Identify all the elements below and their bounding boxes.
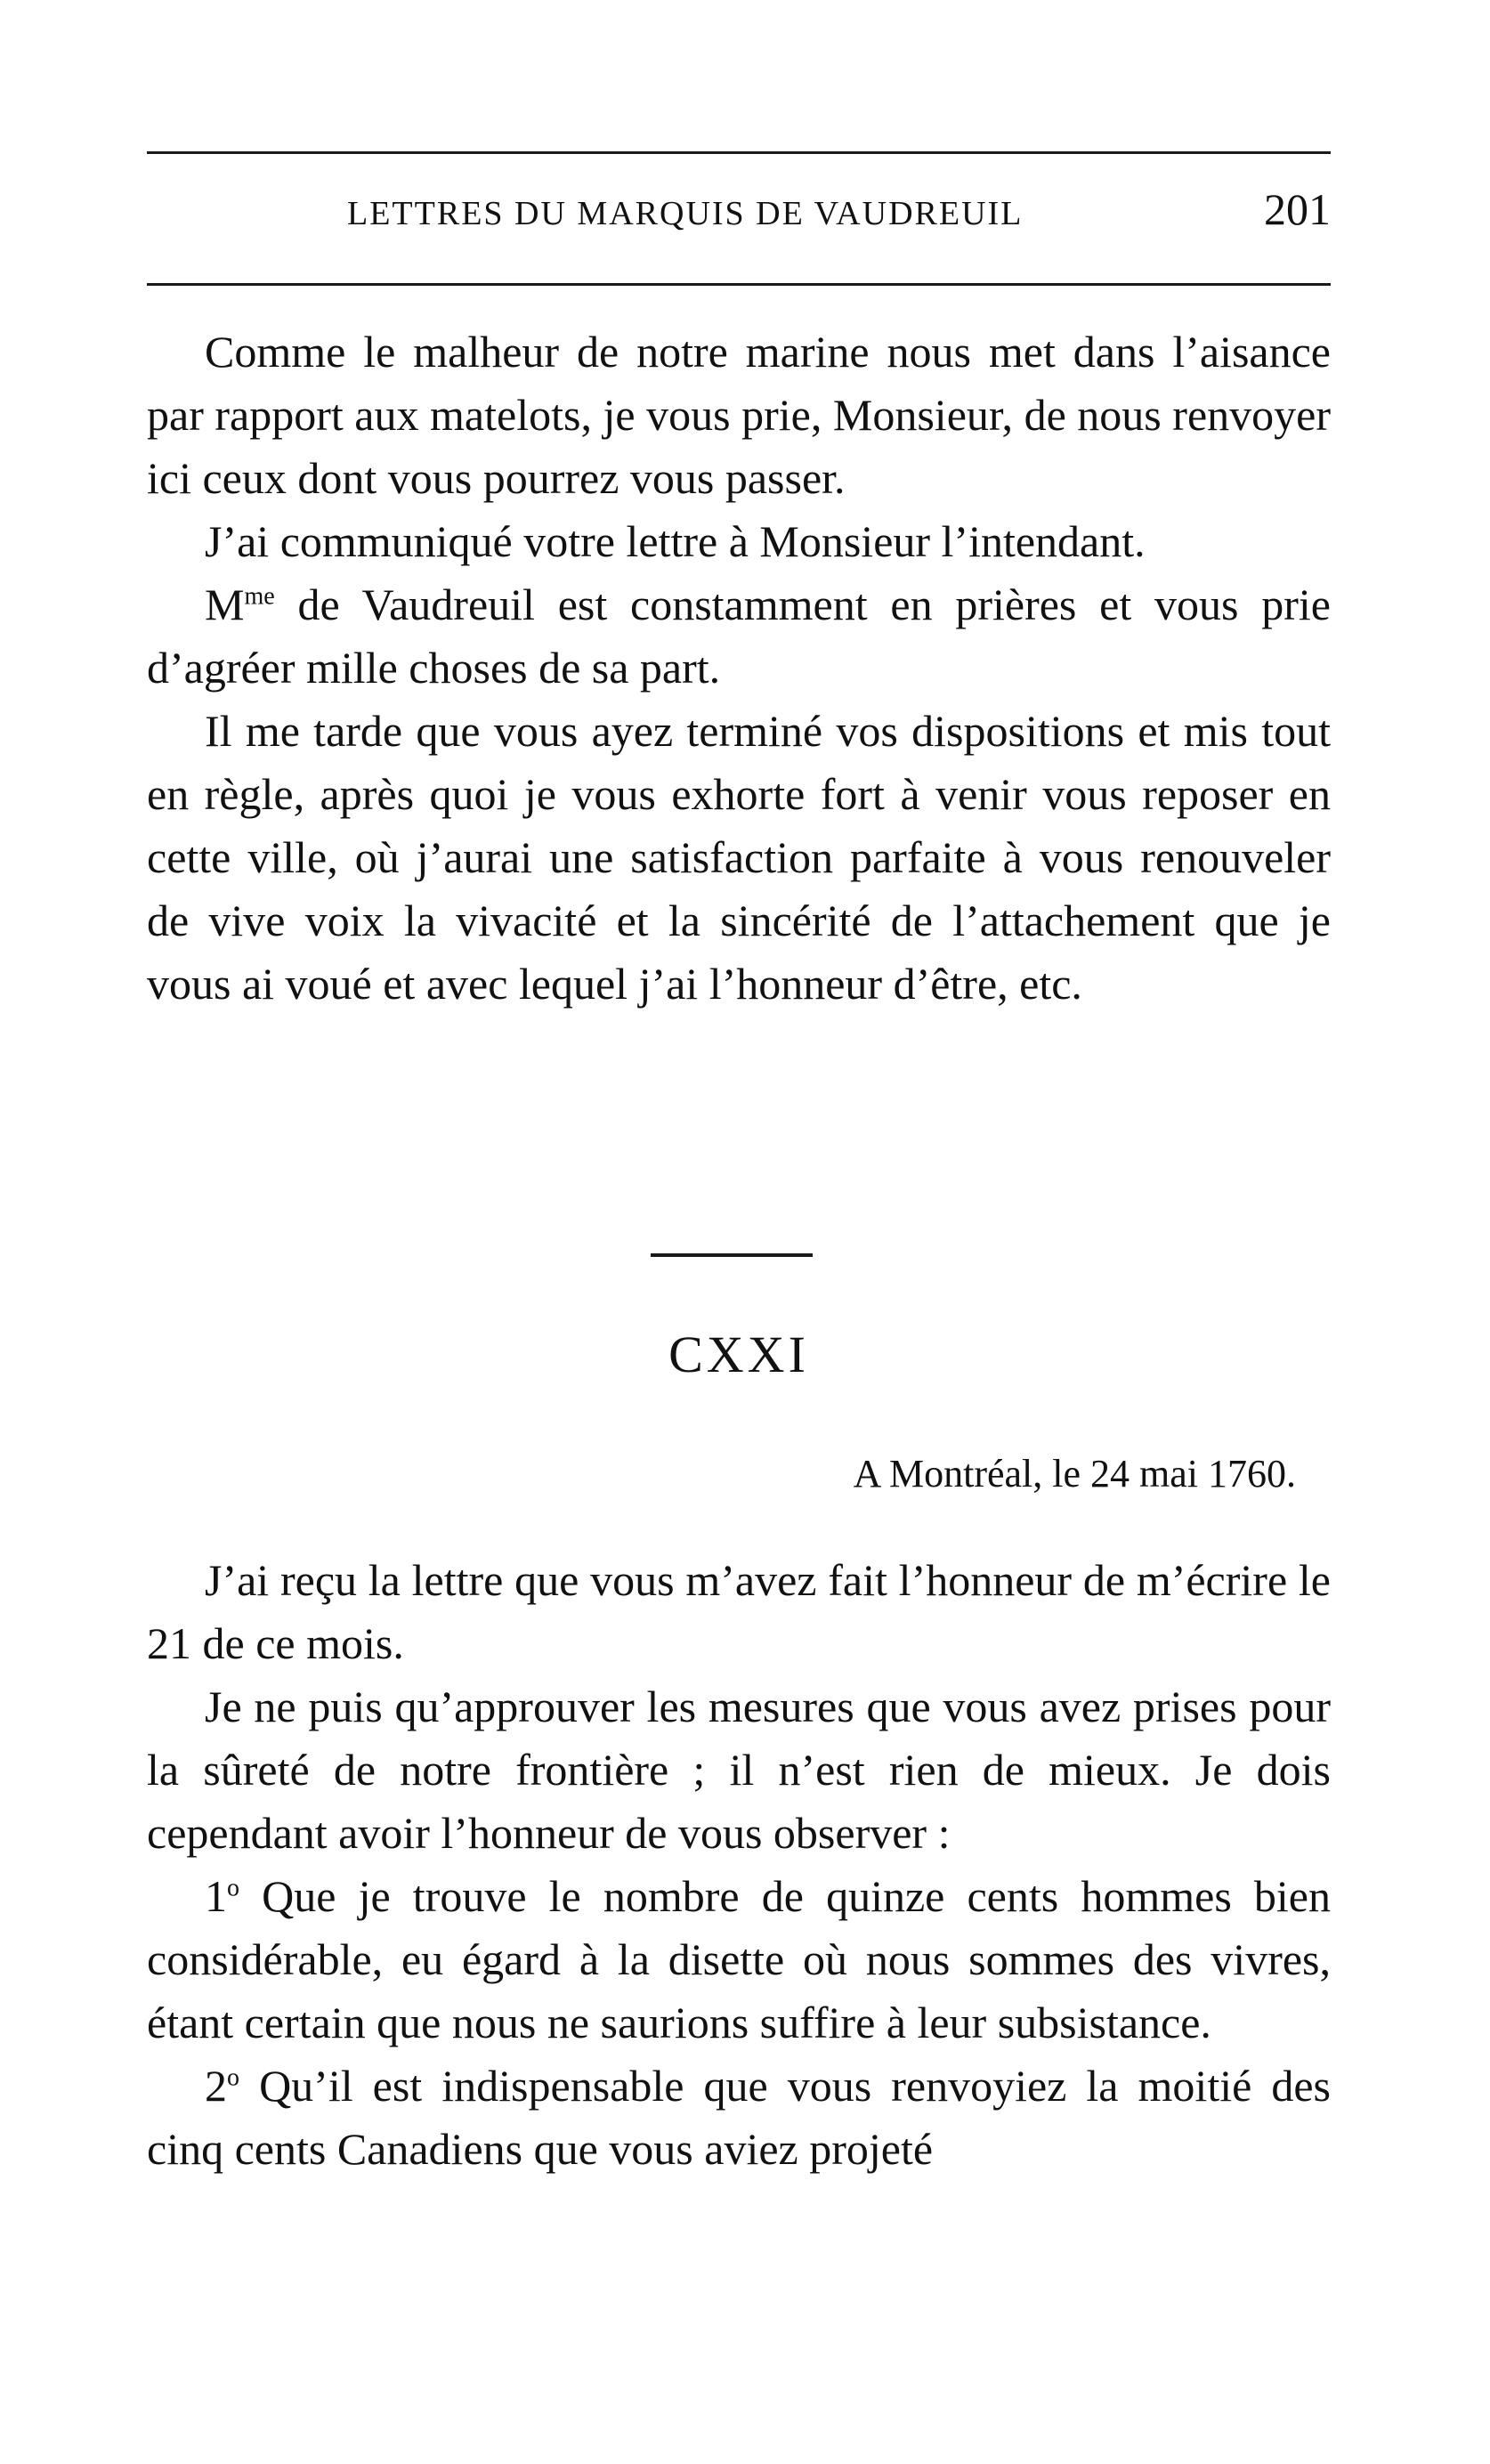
letter-end-text: [147, 320, 1331, 1016]
paragraph: J’ai reçu la lettre que vous m’avez fait l’honneur de m’écrire le 21 de ce mois.: [147, 1555, 1331, 1668]
item-number: 1: [205, 1871, 227, 1921]
paragraph: Il me tarde que vous ayez terminé vos dispositions et mis tout en règle, après quoi je vous exhorte fort à venir vous reposer en cette ville, où j’aurai une satisfaction parfaite à vous renouveler de vive voix la vivacité et la sincérité de l’attachement que je vous ai voué et avec lequel j’ai l’honneur d’être, etc.: [147, 706, 1331, 1009]
header-top-rule: [147, 151, 1331, 154]
madame-superscript: me: [244, 582, 275, 611]
paragraph: Je ne puis qu’approuver les mesures que vous avez prises pour la sûreté de notre frontière ; il n’est rien de mieux. Je dois cependant avoir l’honneur de vous observer :: [147, 1682, 1331, 1858]
paragraph-text: de Vaudreuil est constamment en prières et vous prie d’agréer mille choses de sa part.: [147, 580, 1331, 693]
madame-abbreviation: M: [205, 580, 245, 629]
dateline: A Montréal, le 24 mai 1760.: [853, 1452, 1296, 1495]
item-number-superscript: o: [227, 2063, 239, 2092]
item-number: 2: [205, 2061, 227, 2111]
numbered-item: [147, 2055, 1331, 2181]
letter-start-text: [147, 1549, 1331, 2181]
numbered-item: [147, 1865, 1331, 2055]
header-bottom-rule: [147, 283, 1331, 286]
paragraph-madame: [147, 573, 1331, 700]
running-title: LETTRES DU MARQUIS DE VAUDREUIL: [347, 195, 1024, 232]
page-number: 201: [1264, 184, 1331, 234]
paragraph: Comme le malheur de notre marine nous met dans l’aisance par rapport aux matelots, je vous prie, Monsieur, de nous renvoyer ici ceux dont vous pourrez vous passer.: [147, 327, 1331, 503]
item-number-superscript: o: [227, 1874, 239, 1902]
item-text: Qu’il est indispensable que vous renvoyiez la moitié des cinq cents Canadiens que vous aviez projeté: [147, 2061, 1332, 2174]
letter-number: CXXI: [668, 1325, 809, 1383]
paragraph: J’ai communiqué votre lettre à Monsieur l’intendant.: [205, 516, 1146, 566]
section-separator: [651, 1253, 813, 1257]
item-text: Que je trouve le nombre de quinze cents hommes bien considérable, eu égard à la disette où nous sommes des vivres, étant certain que nous ne saurions suffire à leur subsistance.: [147, 1871, 1331, 2047]
running-head: [147, 178, 1331, 240]
